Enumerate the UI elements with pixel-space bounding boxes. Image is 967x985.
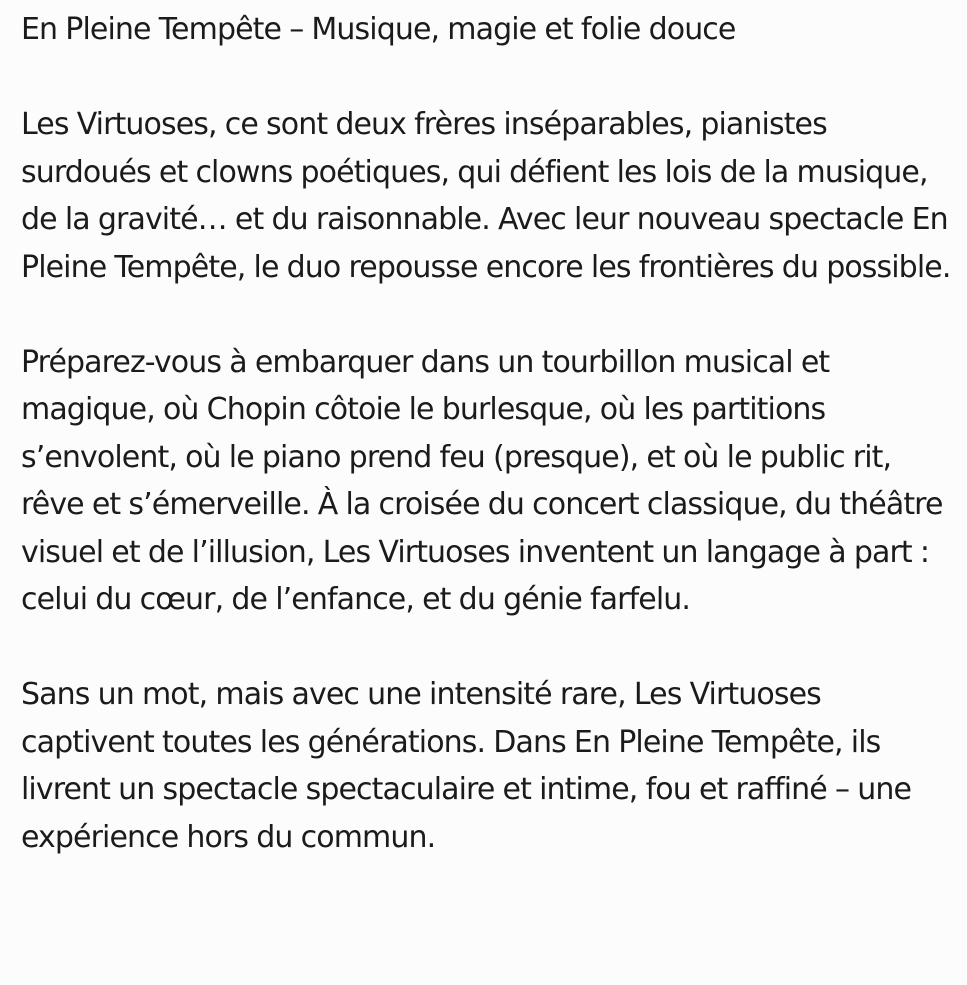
article-body <box>21 6 956 909</box>
article-title: En Pleine Tempête – Musique, magie et folie douce <box>21 12 736 47</box>
paragraph-conclusion: Sans un mot, mais avec une intensité rare, Les Virtuoses captivent toutes les générations. Dans En Pleine Tempête, ils livrent un spectacle spectaculaire et intime, fou et raffiné – une expérience hors du commun. <box>21 677 912 855</box>
paragraph-intro: Les Virtuoses, ce sont deux frères inséparables, pianistes surdoués et clowns poétiques, qui défient les lois de la musique, de la gravité… et du raisonnable. Avec leur nouveau spectacle En Pleine Tempête, le duo repousse encore les frontières du possible. <box>21 107 951 285</box>
paragraph-description: Préparez-vous à embarquer dans un tourbillon musical et magique, où Chopin côtoie le burlesque, où les partitions s’envolent, où le piano prend feu (presque), et où le public rit, rêve et s’émerveille. À la croisée du concert classique, du théâtre visuel et de l’illusion, Les Virtuoses inventent un langage à part : celui du cœur, de l’enfance, et du génie farfelu. <box>21 344 943 617</box>
